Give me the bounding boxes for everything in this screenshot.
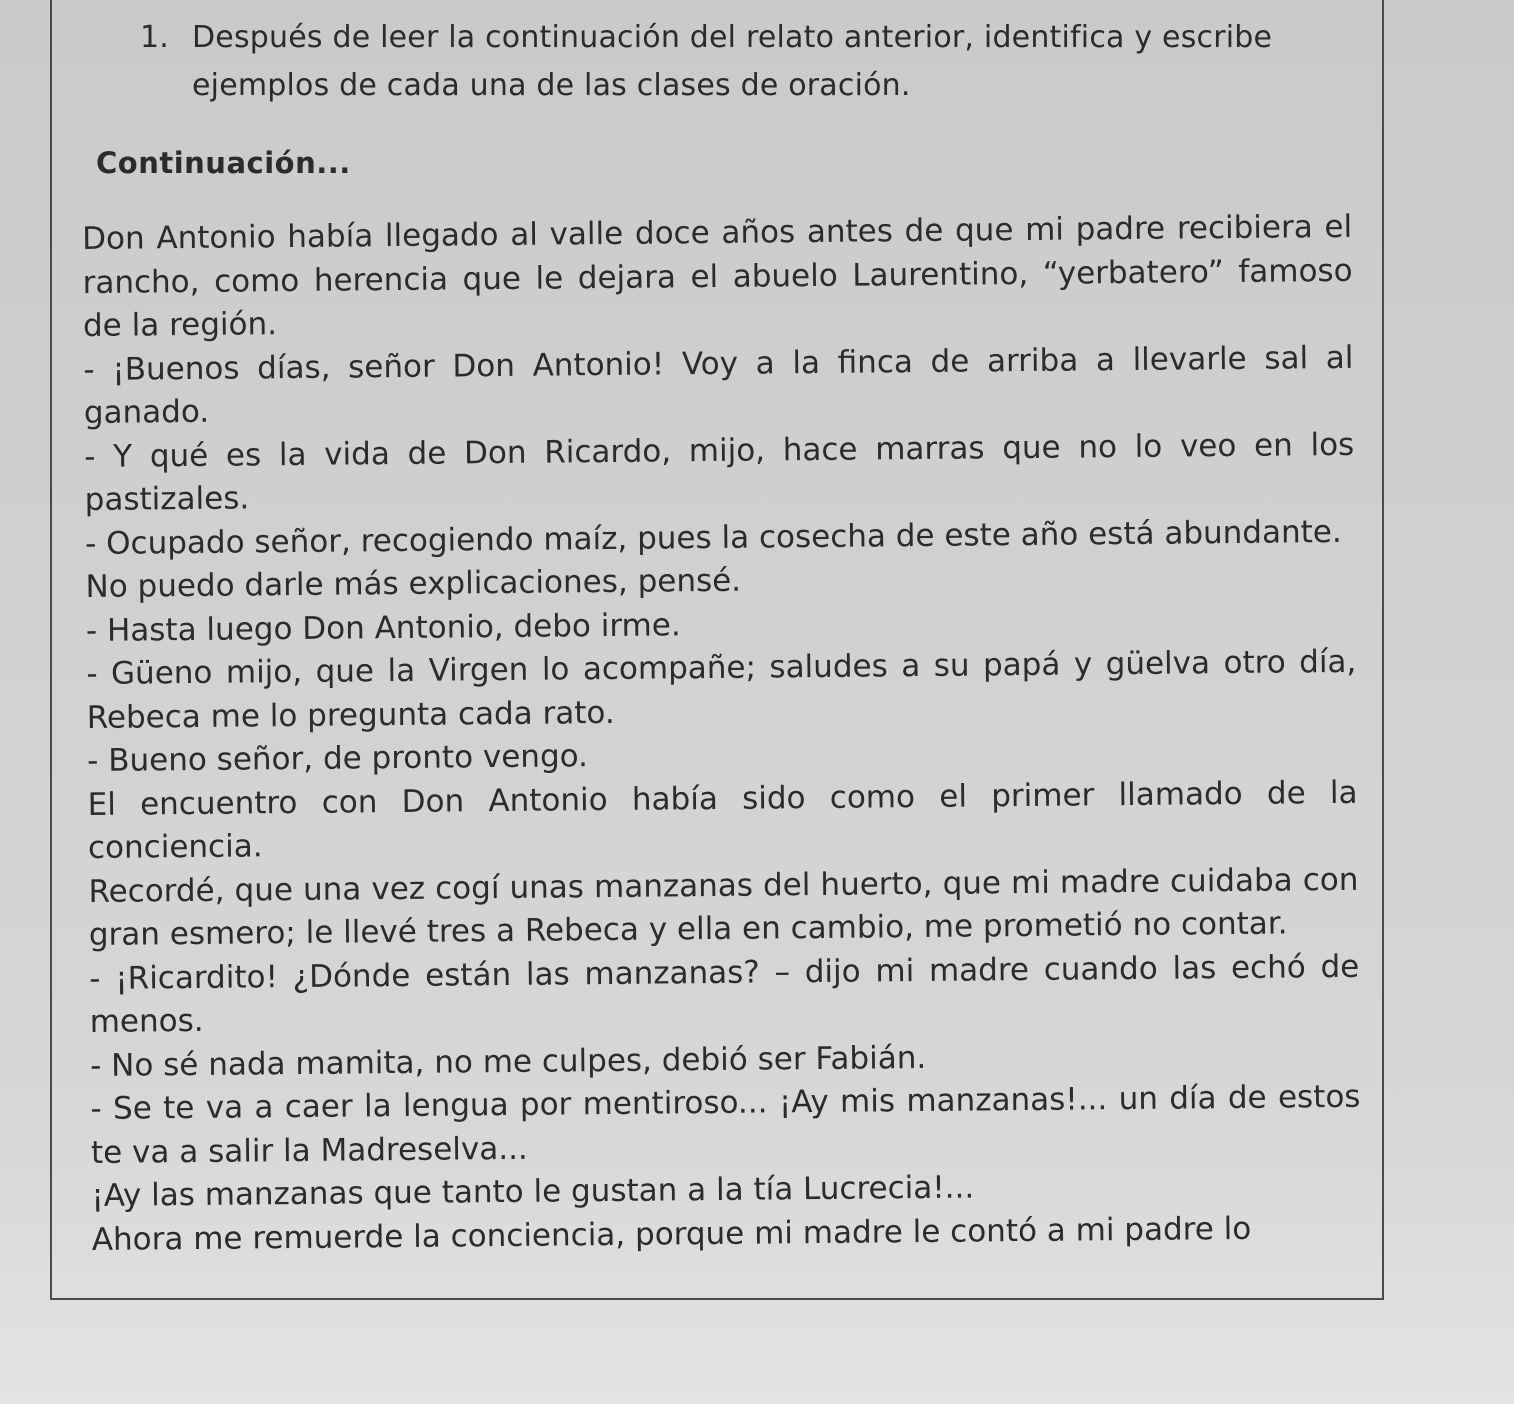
story-paragraph: ¡Ay las manzanas que tanto le gustan a la tía Lucrecia!... xyxy=(91,1169,975,1214)
story-heading: Continuación... xyxy=(96,146,351,180)
story-paragraph: - No sé nada mamita, no me culpes, debió ser Fabián. xyxy=(89,1039,927,1084)
story-paragraph: No puedo darle más explicaciones, pensé. xyxy=(85,562,742,605)
story-paragraph: Ahora me remuerde la conciencia, porque mi madre le contó a mi padre lo xyxy=(91,1210,1252,1258)
story-paragraph: El encuentro con Don Antonio había sido como el primer llamado de la conciencia. xyxy=(87,774,1358,866)
question-line-2: ejemplos de cada una de las clases de oración. xyxy=(192,68,911,103)
story-paragraph: Don Antonio había llegado al valle doce años antes de que mi padre recibiera el rancho, como herencia que le dejara el abuelo Laurentino, “yerbatero” famoso de la región. xyxy=(82,208,1353,344)
story-paragraph: - Se te va a caer la lengua por mentiroso... ¡Ay mis manzanas!... un día de estos te va a salir la Madreselva... xyxy=(90,1078,1361,1171)
story-paragraph: Recordé, que una vez cogí unas manzanas del huerto, que mi madre cuidaba con gran esmero; le llevé tres a Rebeca y ella en cambio, me prometió no contar. xyxy=(88,861,1359,953)
question-text xyxy=(192,14,1342,110)
story-paragraph: - Hasta luego Don Antonio, debo irme. xyxy=(85,606,681,649)
story-paragraph: - ¡Ricardito! ¿Dónde están las manzanas? – dijo mi madre cuando las echó de menos. xyxy=(89,948,1360,1040)
story-paragraph: - Y qué es la vida de Don Ricardo, mijo, hace marras que no lo veo en los pastizales. xyxy=(84,426,1355,518)
story-paragraph: - Güeno mijo, que la Virgen lo acompañe; saludes a su papá y güelva otro día, Rebeca me lo pregunta cada rato. xyxy=(86,643,1357,736)
question-number: 1. xyxy=(140,20,170,55)
story-paragraph: - ¡Buenos días, señor Don Antonio! Voy a la finca de arriba a llevarle sal al ganado. xyxy=(83,339,1354,431)
question-line-1: Después de leer la continuación del relato anterior, identifica y escribe xyxy=(192,20,1273,55)
story-text xyxy=(82,206,1362,1262)
story-paragraph: - Ocupado señor, recogiendo maíz, pues la cosecha de este año está abundante. xyxy=(84,513,1342,562)
story-paragraph: - Bueno señor, de pronto vengo. xyxy=(87,738,589,779)
